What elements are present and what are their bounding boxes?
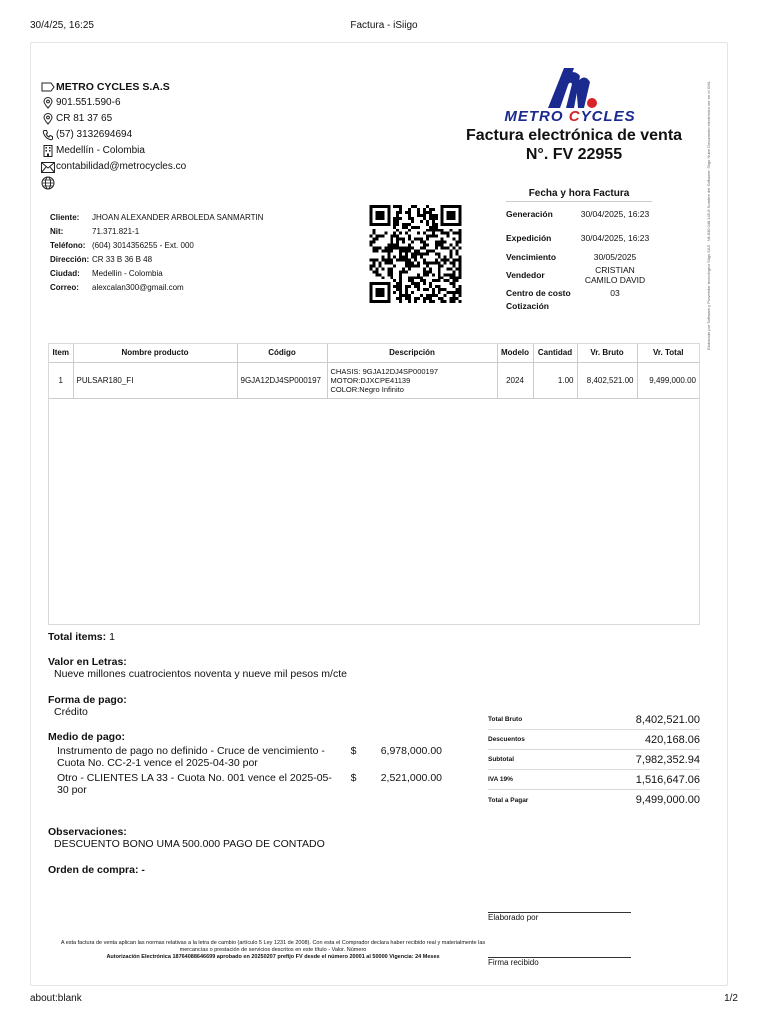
print-page-number: 1/2 (724, 993, 738, 1004)
discounts: 420,168.06 (644, 733, 700, 746)
total-items-label: Total items: (48, 631, 107, 643)
generation-label: Generación (506, 209, 553, 219)
seller-label: Vendedor (506, 270, 545, 280)
qr-code (369, 205, 462, 303)
payment-form-label: Forma de pago: (48, 694, 127, 706)
items-table (48, 343, 700, 625)
totals-block (488, 710, 700, 810)
purchase-order-label: Orden de compra: (48, 864, 139, 876)
col-total: Vr. Total (637, 344, 699, 362)
words-value: Nueve millones cuatrocientos noventa y nueve mil pesos m/cte (54, 668, 347, 680)
discounts-label: Descuentos (488, 736, 525, 743)
client-nit-label: Nit: (50, 227, 64, 236)
issue-date: 30/04/2025, 16:23 (580, 232, 650, 243)
quote-label: Cotización (506, 301, 549, 311)
payment-text: Instrumento de pago no definido - Cruce de vencimiento - Cuota No. CC-2-1 vence el 2025-04-30 por (57, 745, 325, 769)
dates-block (506, 203, 652, 312)
issue-label: Expedición (506, 232, 552, 243)
col-product-name: Nombre producto (73, 344, 237, 362)
generation-date: 30/04/2025, 16:23 (580, 209, 650, 219)
cell-product-name: PULSAR180_FI (73, 362, 237, 398)
company-email: contabilidad@metrocycles.co (56, 161, 187, 172)
logo-text-ycles: YCLES (580, 108, 636, 125)
payment-means-title: Medio de pago: (48, 731, 125, 743)
company-name: METRO CYCLES S.A.S (56, 81, 170, 93)
cost-center: 03 (610, 288, 620, 298)
seller-name: CRISTIAN CAMILO DAVID (584, 265, 646, 285)
desc-chassis: CHASIS: 9GJA12DJ4SP000197 (330, 366, 439, 376)
client-address: CR 33 B 36 B 48 (92, 255, 153, 264)
gross-total: 8,402,521.00 (635, 713, 700, 726)
client-address-label: Dirección: (50, 255, 90, 264)
envelope-icon (41, 161, 55, 173)
total-items-value: 1 (109, 631, 115, 643)
col-quantity: Cantidad (533, 344, 577, 362)
client-email-label: Correo: (50, 283, 79, 292)
total-items (48, 631, 115, 643)
payment-means-list (57, 745, 457, 799)
client-city: Medellin - Colombia (92, 269, 163, 278)
payment-form-value: Crédito (54, 706, 88, 718)
client-name: JHOAN ALEXANDER ARBOLEDA SANMARTIN (92, 213, 264, 222)
invoice-title-block (458, 126, 690, 164)
list-item (57, 745, 457, 769)
observations-label: Observaciones: (48, 826, 127, 838)
dates-header: Fecha y hora Factura (506, 188, 652, 202)
authorization-text: Autorización Electrónica 18764088646699 aprobado en 20250207 prefijo FV desde el número 20001 al 50000 Vigencia: 24 Meses (106, 954, 440, 960)
cell-item: 1 (49, 362, 73, 398)
due-date: 30/05/2025 (593, 252, 637, 262)
print-title: Factura - iSiigo (350, 20, 418, 31)
col-model: Modelo (497, 344, 533, 362)
observations-value: DESCUENTO BONO UMA 500.000 PAGO DE CONTADO (54, 838, 325, 850)
iva: 1,516,647.06 (635, 773, 700, 786)
payment-currency: $ (350, 745, 357, 757)
amount-in-words (48, 656, 347, 680)
client-name-label: Cliente: (50, 213, 80, 222)
logo-wordmark (500, 108, 640, 125)
subtotal-label: Subtotal (488, 756, 514, 763)
print-datetime: 30/4/25, 16:25 (30, 20, 94, 31)
cell-model: 2024 (497, 362, 533, 398)
desc-motor: MOTOR:DJXCPE41139 (330, 375, 411, 385)
location-pin-icon (41, 113, 55, 125)
total-to-pay: 9,499,000.00 (635, 794, 700, 806)
company-address: CR 81 37 65 (56, 113, 113, 124)
subtotal: 7,982,352.94 (635, 753, 700, 766)
client-email: alexcalan300@gmail.com (92, 283, 184, 292)
col-code: Código (237, 344, 327, 362)
legal-text: A esta factura de venta aplican las normas relativas a la letra de cambio (artículo 5 Ley 1231 de 2008). Con esta el Comprador declara haber recibido real y materialmente las mercancías o prestación de servicios descritos en este título - Valor. Número (60, 940, 486, 953)
logo-text-metro: METRO (504, 108, 569, 125)
payment-text: Otro - CLIENTES LA 33 - Cuota No. 001 vence el 2025-05-30 por (57, 772, 332, 796)
print-url: about:blank (30, 993, 82, 1004)
total-to-pay-label: Total a Pagar (488, 796, 529, 804)
tag-icon (41, 81, 55, 93)
payment-means-label (48, 731, 125, 743)
company-info (41, 79, 361, 191)
payment-form (48, 694, 127, 718)
table-row (49, 362, 699, 398)
company-nit: 901.551.590-6 (56, 97, 121, 108)
software-provider-text: Elaborado por Software y Proveedor tecnológico Siigo SAS · Nit 830.048.145-8 Nombre del Software: Siigo Nube Documento electrónico ver en el XML (706, 81, 711, 350)
words-label: Valor en Letras: (48, 656, 127, 668)
client-nit: 71.371.821-1 (92, 227, 140, 236)
phone-icon (41, 129, 55, 141)
cost-center-label: Centro de costo (506, 288, 571, 298)
purchase-order (48, 864, 145, 876)
cell-description (327, 362, 497, 398)
payment-amount: 2,521,000.00 (380, 772, 442, 784)
location-pin-icon (41, 97, 55, 109)
iva-label: IVA 19% (488, 776, 513, 783)
logo-text-c: C (568, 108, 581, 125)
client-phone-label: Teléfono: (50, 241, 86, 250)
globe-icon (41, 177, 55, 189)
observations (48, 826, 325, 850)
col-description: Descripción (327, 344, 497, 362)
list-item (57, 772, 457, 796)
desc-color: COLOR:Negro Infinito (330, 384, 404, 394)
legal-notice (60, 940, 486, 961)
company-phone: (57) 3132694694 (56, 129, 133, 140)
purchase-order-value: - (141, 864, 145, 876)
client-phone: (604) 3014356255 - Ext. 000 (92, 241, 194, 250)
cell-gross: 8,402,521.00 (577, 362, 637, 398)
cell-quantity: 1.00 (533, 362, 577, 398)
building-icon (41, 145, 55, 157)
client-info (50, 211, 263, 295)
payment-amount: 6,978,000.00 (380, 745, 442, 757)
col-item: Item (49, 344, 73, 362)
table-header-row (49, 344, 699, 362)
invoice-number: N°. FV 22955 (525, 146, 623, 163)
gross-total-label: Total Bruto (488, 716, 523, 723)
received-signature-label: Firma recibido (488, 958, 539, 967)
cell-total: 9,499,000.00 (637, 362, 699, 398)
payment-currency: $ (350, 772, 357, 784)
company-city: Medellín - Colombia (56, 145, 145, 156)
invoice-title: Factura electrónica de venta (465, 127, 683, 144)
cell-code: 9GJA12DJ4SP000197 (237, 362, 327, 398)
col-gross: Vr. Bruto (577, 344, 637, 362)
prepared-by-label: Elaborado por (488, 913, 539, 922)
software-provider-note (704, 40, 716, 360)
due-label: Vencimiento (506, 252, 557, 262)
client-city-label: Ciudad: (50, 269, 80, 278)
